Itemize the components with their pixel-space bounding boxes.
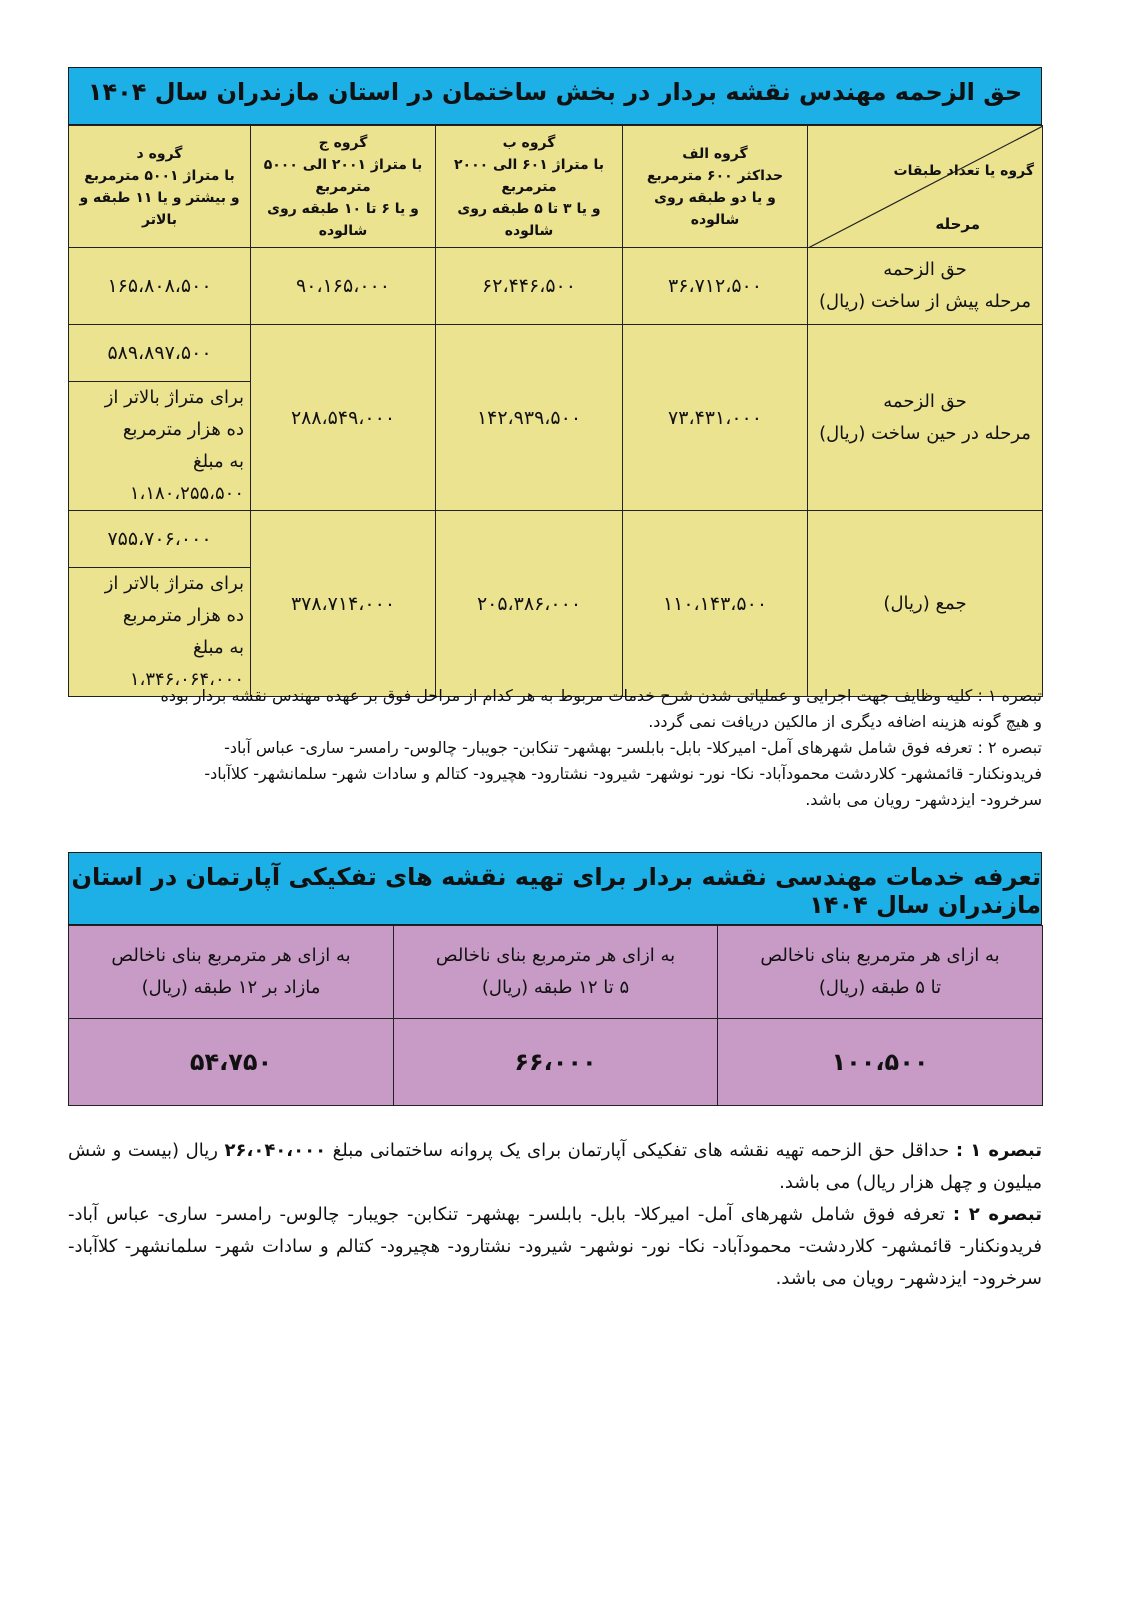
survey-fee-table — [68, 125, 1043, 697]
note1-line2: و هیچ گونه هزینه اضافه دیگری از مالکین دریافت نمی گردد. — [648, 712, 1042, 731]
value-cell: ۲۰۵،۳۸۶،۰۰۰ — [436, 511, 623, 697]
group-name: گروه ج — [318, 134, 368, 151]
row-total — [69, 511, 1043, 568]
value-cell: ۲۸۸،۵۴۹،۰۰۰ — [251, 325, 436, 511]
value-cell: ۵۴،۷۵۰ — [69, 1019, 394, 1106]
section1-title — [68, 67, 1042, 125]
row-label-line2: مرحله در حین ساخت (ریال) — [819, 422, 1031, 444]
value-cell: ۷۵۵،۷۰۶،۰۰۰ — [69, 511, 251, 568]
note1-text2: ریال (بیست و شش میلیون و چهل هزار ریال) می باشد. — [68, 1140, 1042, 1193]
note-line1: برای متراژ بالاتر از — [104, 573, 244, 594]
value-cell: ۶۲،۴۴۶،۵۰۰ — [436, 248, 623, 325]
group-line1: با متراژ ۵۰۰۱ مترمربع — [84, 167, 235, 184]
note-line1: برای متراژ بالاتر از — [104, 387, 244, 408]
note1-line1: تبصره ۱ : کلیه وظایف جهت اجرایی و عملیاتی شدن شرح خدمات مربوط به هر کدام از مراحل فوق بر عهده مهندس نقشه بردار بوده — [160, 686, 1042, 705]
header-line2: ۵ تا ۱۲ طبقه (ریال) — [481, 977, 630, 998]
header-line2: تا ۵ طبقه (ریال) — [818, 977, 942, 998]
value-cell: ۱۶۵،۸۰۸،۵۰۰ — [69, 248, 251, 325]
row-pre-construction — [69, 248, 1043, 325]
note2-line3: سرخرود- ایزدشهر- رویان می باشد. — [805, 790, 1042, 809]
group-jim-header — [251, 126, 436, 248]
value-cell: ۳۶،۷۱۲،۵۰۰ — [623, 248, 808, 325]
note2-line2: فریدونکنار- قائمشهر- کلاردشت محمودآباد- نکا- نور- نوشهر- شیرود- نشتارود- هچیرود- کتالم و سادات شهر- سلمانشهر- کلاآباد- — [204, 764, 1042, 783]
group-alef-header — [623, 126, 808, 248]
note-line2: ده هزار مترمربع — [122, 419, 244, 440]
note2-paragraph — [68, 1199, 1042, 1295]
table-header-row — [69, 126, 1043, 248]
note-line2: ده هزار مترمربع — [122, 605, 244, 626]
apartment-fee-table — [68, 925, 1043, 1106]
header-corner-cell — [808, 126, 1043, 248]
section1-title-text: حق الزحمه مهندس نقشه بردار در بخش ساختمان در استان مازندران سال ۱۴۰۴ — [87, 78, 1023, 106]
corner-diagonal — [808, 126, 1043, 248]
value-cell: ۵۸۹،۸۹۷،۵۰۰ — [69, 325, 251, 382]
large-area-note — [69, 568, 251, 697]
note2-text: تعرفه فوق شامل شهرهای آمل- امیرکلا- بابل- بابلسر- بهشهر- تنکابن- جویبار- چالوس- رامسر- ساری- عباس آباد- فریدونکنار- قائمشهر- کلاردشت- محمودآباد- نکا- نور- نوشهر- شیرود- نشتارود- هچیرود- کتالم و سادات شهر- سلمانشهر- کلاآباد- سرخرود- ایزدشهر- رویان می باشد. — [68, 1204, 1042, 1289]
value-cell: ۱۱۰،۱۴۳،۵۰۰ — [623, 511, 808, 697]
note1-label: تبصره ۱ : — [955, 1140, 1042, 1161]
group-name: گروه ب — [502, 134, 556, 151]
row-label-line2: مرحله پیش از ساخت (ریال) — [819, 291, 1031, 312]
section2-notes — [68, 1135, 1042, 1295]
note1-amount: ۲۶،۰۴۰،۰۰۰ — [224, 1140, 327, 1161]
section1-notes — [68, 683, 1042, 813]
corner-bottom-label: مرحله — [935, 215, 980, 233]
group-name: گروه الف — [682, 145, 748, 162]
section2-title-text: تعرفه خدمات مهندسی نقشه بردار برای تهیه نقشه های تفکیکی آپارتمان در استان مازندران سال ۱۴۰۴ — [71, 863, 1041, 919]
group-line1: با متراژ ۲۰۰۱ الی ۵۰۰۰ مترمربع — [263, 156, 423, 195]
row-label-line1: حق الزحمه — [883, 259, 967, 280]
group-line1: با متراژ ۶۰۱ الی ۲۰۰۰ مترمربع — [453, 156, 604, 195]
group-line1: حداکثر ۶۰۰ مترمربع — [646, 167, 784, 184]
note-line3: به مبلغ ۱،۱۸۰،۲۵۵،۵۰۰ — [129, 451, 244, 504]
row-during-construction — [69, 325, 1043, 382]
row-label-line1: حق الزحمه — [883, 390, 967, 412]
value-cell: ۱۰۰،۵۰۰ — [718, 1019, 1043, 1106]
apartment-header-row — [69, 926, 1043, 1019]
header-line1: به ازای هر مترمربع بنای ناخالص — [435, 945, 676, 966]
note-line3: به مبلغ ۱،۳۴۶،۰۶۴،۰۰۰ — [129, 637, 244, 690]
value-cell: ۶۶،۰۰۰ — [394, 1019, 718, 1106]
group-line2: و یا ۳ تا ۵ طبقه روی شالوده — [457, 200, 601, 239]
group-line2: و یا ۶ تا ۱۰ طبقه روی شالوده — [267, 200, 419, 239]
apartment-value-row — [69, 1019, 1043, 1106]
header-line1: به ازای هر مترمربع بنای ناخالص — [760, 945, 1000, 966]
group-line2: و یا دو طبقه روی شالوده — [654, 189, 776, 228]
group-line2: و بیشتر و یا ۱۱ طبقه و بالاتر — [79, 189, 240, 228]
large-area-note — [69, 382, 251, 511]
value-cell: ۱۴۲،۹۳۹،۵۰۰ — [436, 325, 623, 511]
value-cell: ۷۳،۴۳۱،۰۰۰ — [623, 325, 808, 511]
note2-label: تبصره ۲ : — [952, 1204, 1043, 1225]
header-line2: مازاد بر ۱۲ طبقه (ریال) — [141, 977, 321, 998]
section2-title — [68, 852, 1042, 925]
group-be-header — [436, 126, 623, 248]
header-over-12 — [69, 926, 394, 1019]
header-up-to-5 — [718, 926, 1043, 1019]
value-cell: ۹۰،۱۶۵،۰۰۰ — [251, 248, 436, 325]
group-dal-header — [69, 126, 251, 248]
note1-paragraph — [68, 1135, 1042, 1199]
row-label — [808, 248, 1043, 325]
row-label: جمع (ریال) — [808, 511, 1043, 697]
note2-line1: تبصره ۲ : تعرفه فوق شامل شهرهای آمل- امیرکلا- بابل- بابلسر- بهشهر- تنکابن- جویبار- چالوس- رامسر- ساری- عباس آباد- — [224, 738, 1042, 757]
header-5-to-12 — [394, 926, 718, 1019]
value-cell: ۳۷۸،۷۱۴،۰۰۰ — [251, 511, 436, 697]
corner-top-label: گروه یا تعداد طبقات — [893, 163, 1034, 179]
note1-text: حداقل حق الزحمه تهیه نقشه های تفکیکی آپارتمان برای یک پروانه ساختمانی مبلغ — [326, 1140, 956, 1161]
group-name: گروه د — [136, 145, 183, 162]
header-line1: به ازای هر مترمربع بنای ناخالص — [111, 945, 351, 966]
row-label — [808, 325, 1043, 511]
